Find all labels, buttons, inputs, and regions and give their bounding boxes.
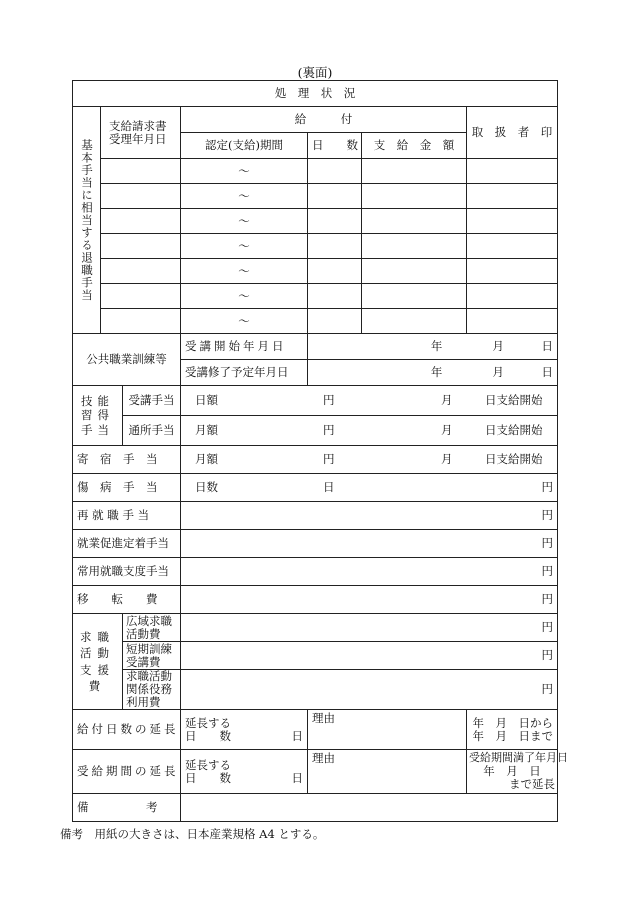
yen-label: 円: [323, 452, 335, 467]
receipt-cell[interactable]: [101, 309, 181, 334]
handler-cell[interactable]: [467, 209, 558, 234]
start-label: 日支給開始: [485, 452, 543, 467]
relocation-label: 移 転 費: [73, 586, 181, 614]
training-label: 公共職業訓練等: [73, 334, 181, 386]
reason-label: 理由: [312, 711, 335, 725]
wide-area-label: [123, 614, 181, 642]
amount-cell[interactable]: [362, 234, 467, 259]
reemployment-value[interactable]: [181, 502, 558, 530]
days-label: 日 数: [185, 770, 231, 785]
skill-label-text: 技能習得手当: [81, 393, 114, 437]
skill-row1-value[interactable]: [181, 386, 558, 416]
from-label: 年 月 日から: [472, 715, 553, 730]
receipt-date-header: [101, 107, 181, 159]
tilde-mark: 〜: [238, 263, 250, 278]
injury-label: 傷 病 手 当: [73, 474, 181, 502]
extend-label: 延長する: [185, 757, 231, 772]
start-label: 日支給開始: [485, 393, 543, 408]
handler-cell[interactable]: [467, 309, 558, 334]
day-label: 日: [541, 365, 553, 380]
section-header-text: 処 理 状 況: [274, 86, 356, 101]
handler-cell[interactable]: [467, 159, 558, 184]
start-label: 日支給開始: [485, 423, 543, 438]
training-end-label: 受講修了予定年月日: [181, 360, 308, 386]
handler-cell[interactable]: [467, 234, 558, 259]
days-header: 日 数: [308, 133, 362, 159]
ext-days-label: 給付日数の延長: [73, 710, 181, 750]
short-training-value[interactable]: [181, 642, 558, 670]
days-cell[interactable]: [308, 234, 362, 259]
ext-period-label: 受給期間の延長: [73, 750, 181, 794]
period-cell[interactable]: [181, 209, 308, 234]
employment-settle-label: 就業促進定着手当: [73, 530, 181, 558]
period-cell[interactable]: [181, 159, 308, 184]
receipt-line2: 受理年月日: [109, 131, 167, 146]
skill-row2-value[interactable]: [181, 416, 558, 446]
ext-days-period[interactable]: [467, 710, 558, 750]
short-training-label: [123, 642, 181, 670]
amount-cell[interactable]: [362, 159, 467, 184]
days-cell[interactable]: [308, 184, 362, 209]
unit-label: 日: [291, 770, 303, 785]
month-label: 月: [492, 365, 504, 380]
service-fee-value[interactable]: [181, 670, 558, 710]
lodging-value[interactable]: [181, 446, 558, 474]
to-label: 年 月 日まで: [472, 728, 553, 743]
period-cell[interactable]: [181, 234, 308, 259]
basic-side-label: 基本手当に相当する退職手当: [73, 107, 101, 334]
job-search-label-text: 求職活動支援費: [80, 630, 115, 693]
amount-header: 支 給 金 額: [362, 133, 467, 159]
relocation-value[interactable]: [181, 586, 558, 614]
yen-label: 円: [541, 564, 553, 579]
yen-label: 円: [541, 682, 553, 697]
receipt-cell[interactable]: [101, 209, 181, 234]
receipt-line1: 支給請求書: [109, 118, 167, 133]
handler-cell[interactable]: [467, 259, 558, 284]
reemployment-label: 再 就 職 手 当: [73, 502, 181, 530]
yen-label: 円: [541, 480, 553, 495]
period-cell[interactable]: [181, 259, 308, 284]
unit-label: 日: [323, 480, 335, 495]
amount-cell[interactable]: [362, 184, 467, 209]
regular-employment-value[interactable]: [181, 558, 558, 586]
amount-cell[interactable]: [362, 209, 467, 234]
section-header: [73, 81, 558, 107]
amount-cell[interactable]: [362, 259, 467, 284]
period-cell[interactable]: [181, 309, 308, 334]
yen-label: 円: [541, 536, 553, 551]
period-cell[interactable]: [181, 284, 308, 309]
month-label: 月: [441, 393, 453, 408]
injury-value[interactable]: [181, 474, 558, 502]
lodging-label: 寄 宿 手 当: [73, 446, 181, 474]
wide-area-label-text: 広域求職活動費: [126, 613, 172, 641]
training-start-label: 受講開始年月日: [181, 334, 308, 360]
ext-days-extend[interactable]: [181, 710, 308, 750]
yen-label: 円: [323, 423, 335, 438]
yen-label: 円: [323, 393, 335, 408]
handler-seal-header: 取 扱 者 印: [467, 107, 558, 159]
tilde-mark: 〜: [238, 213, 250, 228]
receipt-cell[interactable]: [101, 284, 181, 309]
reason-label: 理由: [312, 751, 335, 765]
year-label: 年: [430, 365, 443, 380]
receipt-cell[interactable]: [101, 234, 181, 259]
receipt-cell[interactable]: [101, 184, 181, 209]
days-cell[interactable]: [308, 159, 362, 184]
ext-period-extend[interactable]: [181, 750, 308, 794]
basis-label: 月額: [195, 423, 218, 438]
ext-days-reason[interactable]: [308, 710, 467, 750]
training-end-date[interactable]: [308, 360, 558, 386]
date-label: 年 月 日: [483, 763, 541, 778]
expiry-label: 受給期間満了年月日: [469, 751, 568, 765]
service-fee-label: [123, 670, 181, 710]
handler-cell[interactable]: [467, 184, 558, 209]
yen-label: 円: [541, 648, 553, 663]
remarks-label: 備 考: [73, 794, 181, 822]
benefit-header: 給 付: [181, 107, 467, 133]
days-cell[interactable]: [308, 259, 362, 284]
service-fee-label-text: 求職活動関係役務利用費: [126, 669, 172, 709]
tilde-mark: 〜: [238, 163, 250, 178]
yen-label: 円: [541, 592, 553, 607]
yen-label: 円: [541, 620, 553, 635]
basis-label: 日額: [195, 393, 218, 408]
skill-row2-label: 通所手当: [123, 416, 181, 446]
skill-label: [73, 386, 123, 446]
days-cell[interactable]: [308, 209, 362, 234]
period-header: 認定(支給)期間: [181, 133, 308, 159]
page-title: (裏面): [297, 65, 333, 80]
wide-area-value[interactable]: [181, 614, 558, 642]
form-table: [72, 80, 568, 822]
days-cell[interactable]: [308, 284, 362, 309]
days-label: 日 数: [185, 728, 231, 743]
period-cell[interactable]: [181, 184, 308, 209]
amount-cell[interactable]: [362, 309, 467, 334]
tilde-mark: 〜: [238, 313, 250, 328]
receipt-cell[interactable]: [101, 259, 181, 284]
ext-period-expiry[interactable]: [467, 750, 568, 794]
short-training-label-text: 短期訓練受講費: [126, 641, 172, 669]
yen-label: 円: [541, 508, 553, 523]
month-label: 月: [492, 339, 504, 354]
days-cell[interactable]: [308, 309, 362, 334]
tilde-mark: 〜: [238, 288, 250, 303]
extend-label: 延長する: [185, 715, 231, 730]
month-label: 月: [441, 423, 453, 438]
until-label: まで延長: [509, 776, 555, 791]
day-label: 日: [541, 339, 553, 354]
tilde-mark: 〜: [238, 188, 250, 203]
job-search-label: [73, 614, 123, 710]
employment-settle-value[interactable]: [181, 530, 558, 558]
handler-cell[interactable]: [467, 284, 558, 309]
receipt-cell[interactable]: [101, 159, 181, 184]
basis-label: 日数: [195, 480, 218, 495]
footnote: 備考 用紙の大きさは、日本産業規格 A4 とする。: [60, 827, 325, 841]
unit-label: 日: [291, 728, 303, 743]
basis-label: 月額: [195, 452, 218, 467]
tilde-mark: 〜: [238, 238, 250, 253]
training-start-date[interactable]: [308, 334, 558, 360]
year-label: 年: [430, 339, 443, 354]
remarks-value[interactable]: [181, 794, 558, 822]
amount-cell[interactable]: [362, 284, 467, 309]
ext-period-reason[interactable]: [308, 750, 467, 794]
skill-row1-label: 受講手当: [123, 386, 181, 416]
month-label: 月: [441, 452, 453, 467]
regular-employment-label: 常用就職支度手当: [73, 558, 181, 586]
